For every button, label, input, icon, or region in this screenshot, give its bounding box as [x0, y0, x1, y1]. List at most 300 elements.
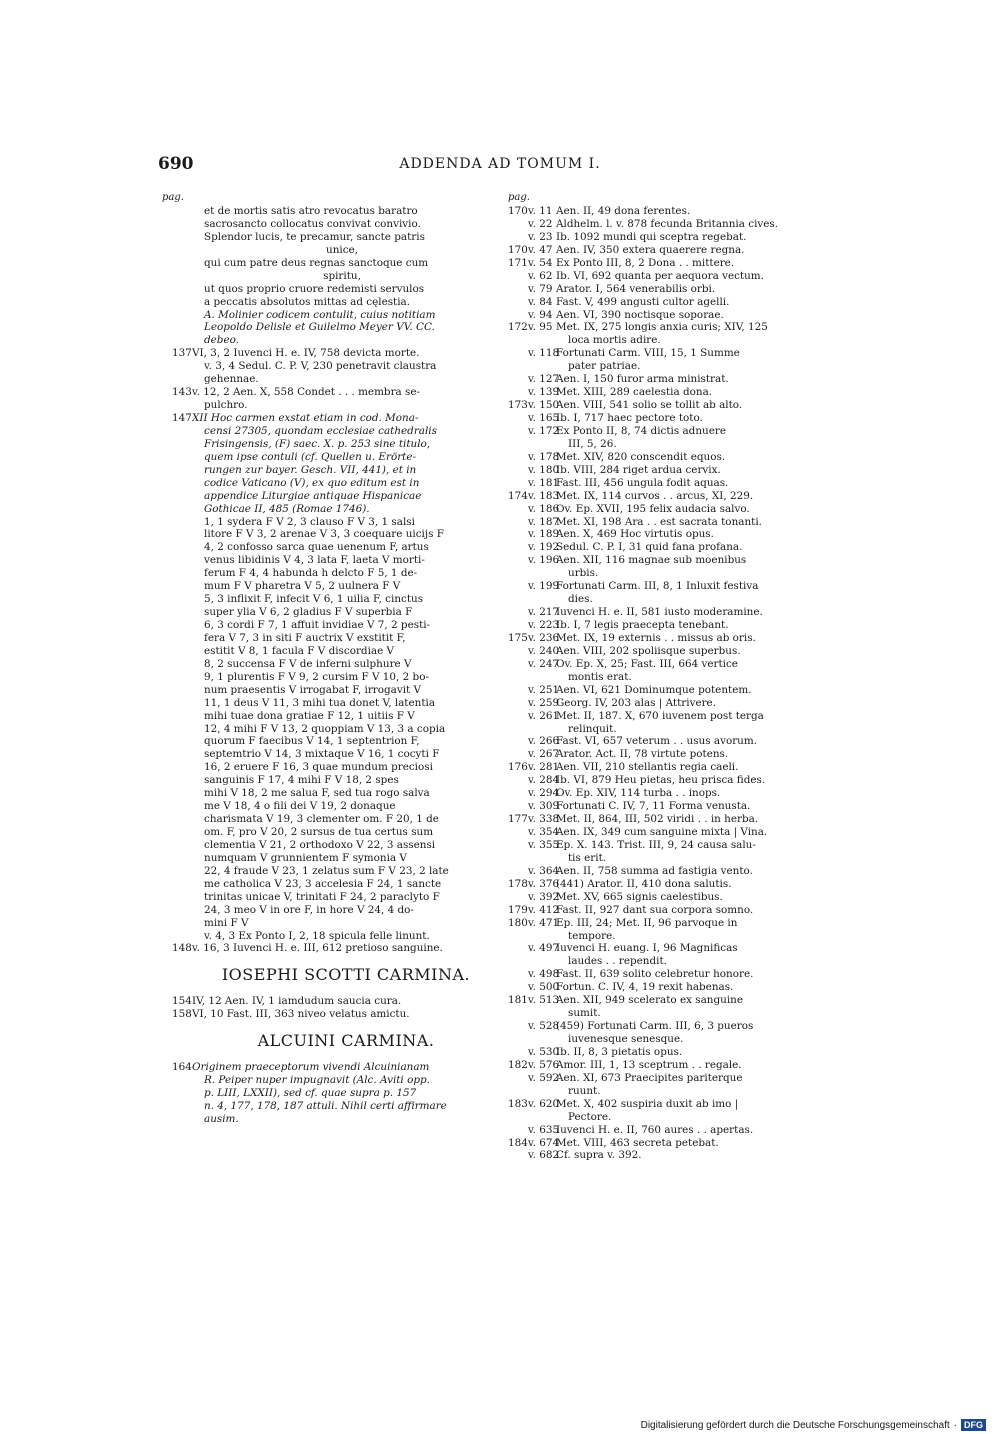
page-ref — [172, 865, 192, 878]
verse-ref — [528, 671, 556, 684]
verse-ref: v. 355 — [528, 838, 560, 851]
line-text: Ib. 1092 mundi qui sceptra regebat. — [556, 230, 747, 243]
page-ref — [508, 554, 528, 567]
line-text: Pectore. — [568, 1110, 612, 1123]
text-line — [172, 425, 492, 438]
page-ref — [508, 606, 528, 619]
text-line — [508, 218, 834, 231]
verse-ref: v. 530 — [528, 1045, 560, 1058]
text-line — [172, 632, 492, 645]
text-line — [172, 464, 492, 477]
text-line — [508, 464, 834, 477]
page-ref — [508, 386, 528, 399]
line-text: sacrosancto collocatus convivat convivio. — [204, 217, 421, 230]
verse-ref: v. 189 — [528, 528, 560, 541]
page-ref — [508, 671, 528, 684]
page-ref — [508, 1149, 528, 1162]
verse-ref: v. 236 — [528, 631, 560, 644]
text-line — [172, 373, 492, 386]
line-text: 12, 4 mihi F V 13, 2 quoppiam V 13, 3 a copia — [204, 722, 446, 735]
verse-ref: v. 150 — [528, 399, 560, 412]
separator-dot: · — [953, 1419, 957, 1431]
line-text: mum F V pharetra V 5, 2 uulnera F V — [204, 580, 401, 593]
line-text: rungen zur bayer. Gesch. VII, 441), et in — [204, 463, 417, 476]
page-ref — [508, 658, 528, 671]
page-ref — [172, 839, 192, 852]
text-line — [508, 981, 834, 994]
line-text: Ep. X. 143. Trist. III, 9, 24 causa salu- — [556, 838, 756, 851]
text-line — [172, 477, 492, 490]
line-text: (459) Fortunati Carm. III, 6, 3 pueros — [556, 1020, 754, 1033]
page-ref — [508, 503, 528, 516]
page-ref — [508, 865, 528, 878]
text-line — [508, 942, 834, 955]
text-line — [172, 942, 492, 955]
text-line — [172, 309, 492, 322]
text-line — [508, 425, 834, 438]
verse-ref: v. 376 — [528, 877, 560, 890]
line-text: Aen. XII, 116 magnae sub moenibus — [556, 554, 747, 567]
line-text: Aen. VIII, 541 solio se tollit ab alto. — [556, 399, 743, 412]
text-line — [172, 490, 492, 503]
text-line — [172, 503, 492, 516]
line-text: appendice Liturgiae antiquae Hispanicae — [204, 489, 422, 502]
line-text: super ylia V 6, 2 gladius F V superbia F — [204, 606, 413, 619]
text-line — [508, 606, 834, 619]
page-ref — [172, 723, 192, 736]
page-ref — [508, 981, 528, 994]
line-text: III, 5, 26. — [568, 437, 617, 450]
line-text: Ib. II, 8, 3 pietatis opus. — [556, 1045, 683, 1058]
line-text: pulchro. — [204, 399, 248, 412]
verse-ref — [528, 567, 556, 580]
line-text: trinitas unicae V, trinitati F 24, 2 paraclyto F — [204, 890, 440, 903]
line-text: tis erit. — [568, 851, 607, 864]
text-line — [508, 412, 834, 425]
verse-ref: v. 497 — [528, 942, 560, 955]
page-ref — [172, 735, 192, 748]
text-line — [172, 1074, 492, 1087]
line-text: laudes . . rependit. — [568, 955, 667, 968]
line-text: a peccatis absolutos mittas ad cęlestia. — [204, 295, 411, 308]
page-ref — [172, 645, 192, 658]
page-ref — [172, 1100, 192, 1113]
text-line — [172, 1100, 492, 1113]
verse-ref: v. 247 — [528, 657, 560, 670]
text-line — [172, 541, 492, 554]
page-ref — [172, 697, 192, 710]
section-title-iosephi-scotti: IOSEPHI SCOTTI CARMINA. — [221, 964, 471, 984]
line-text: clementia V 21, 2 orthodoxo V 22, 3 assensi — [204, 838, 436, 851]
text-line — [172, 930, 492, 943]
verse-ref: v. 95 — [528, 321, 553, 334]
page-ref — [172, 904, 192, 917]
page-ref: 171 — [508, 256, 528, 269]
line-text: venus libidinis V 4, 3 lata F, laeta V morti- — [204, 554, 425, 567]
text-line — [508, 205, 834, 218]
text-line — [508, 438, 834, 451]
page-ref — [172, 283, 192, 296]
page-ref — [508, 283, 528, 296]
left-pag-label: pag. — [162, 192, 184, 203]
line-text: qui cum patre deus regnas sanctoque cum — [204, 256, 429, 269]
section-iosephi-scotti-lines — [172, 995, 492, 1021]
text-line — [508, 373, 834, 386]
page-ref — [508, 619, 528, 632]
line-text: Iuvenci H. e. II, 581 iusto moderamine. — [556, 606, 763, 619]
text-line — [508, 1072, 834, 1085]
page-ref — [508, 800, 528, 813]
line-text: litore F V 3, 2 arenae V 3, 3 coequare uicijs F — [204, 528, 444, 541]
text-line — [508, 334, 834, 347]
line-text: n. 4, 177, 178, 187 attuli. Nihil certi affirmare — [204, 1100, 447, 1113]
text-line — [172, 580, 492, 593]
left-column — [172, 205, 492, 1126]
text-line — [172, 697, 492, 710]
line-text: tempore. — [568, 929, 616, 942]
page-ref — [508, 1085, 528, 1098]
line-text: 22, 4 fraude V 23, 1 zelatus sum F V 23, 2 late — [204, 864, 449, 877]
text-line — [172, 891, 492, 904]
text-line — [508, 1124, 834, 1137]
page-ref — [508, 826, 528, 839]
page-ref: 154 — [172, 995, 192, 1008]
line-text: Ib. I, 717 haec pectore toto. — [556, 412, 703, 424]
text-line — [172, 878, 492, 891]
running-head: ADDENDA AD TOMUM I. — [399, 156, 601, 172]
page-ref — [172, 296, 192, 309]
page-ref: 143 — [172, 386, 192, 399]
line-text: v. 16, 3 Iuvenci H. e. III, 612 pretioso sanguine. — [192, 942, 443, 955]
line-text: debeo. — [204, 334, 239, 347]
verse-ref — [528, 852, 556, 865]
line-text: Ex Ponto III, 8, 2 Dona . . mittere. — [556, 256, 735, 269]
page-ref — [172, 231, 192, 244]
verse-ref: v. 354 — [528, 826, 560, 838]
line-text: loca mortis adire. — [568, 334, 661, 347]
verse-ref: v. 139 — [528, 386, 560, 399]
page-ref: 137 — [172, 347, 192, 360]
verse-ref: v. 284 — [528, 774, 560, 787]
page-ref — [508, 968, 528, 981]
page-ref — [508, 516, 528, 529]
line-text: ferum F 4, 4 habunda h delcto F 5, 1 de- — [204, 567, 418, 580]
verse-ref: v. 22 — [528, 217, 553, 230]
verse-ref: v. 259 — [528, 696, 560, 709]
page-ref — [172, 528, 192, 541]
verse-ref: v. 84 — [528, 295, 553, 308]
line-text: Gothicae II, 485 (Romae 1746). — [204, 502, 370, 515]
text-line — [172, 839, 492, 852]
text-line — [508, 1098, 834, 1111]
text-line — [508, 360, 834, 373]
page-number: 690 — [158, 154, 194, 174]
verse-ref: v. 592 — [528, 1071, 560, 1084]
line-text: montis erat. — [568, 670, 632, 683]
verse-ref: v. 186 — [528, 502, 560, 515]
line-text: Iuvenci H. e. II, 760 aures . . apertas. — [556, 1123, 754, 1136]
line-text: 1, 1 sydera F V 2, 3 clauso F V 3, 1 salsi — [204, 515, 415, 528]
verse-ref — [528, 1007, 556, 1020]
verse-ref: v. 471 — [528, 916, 560, 929]
text-line — [172, 334, 492, 347]
verse-ref — [528, 1085, 556, 1098]
line-text: 4, 2 confosso sarca quae uenenum F, artus — [204, 541, 429, 554]
right-pag-label: pag. — [508, 192, 530, 203]
page-ref — [508, 438, 528, 451]
page-ref — [172, 658, 192, 671]
verse-ref: v. 118 — [528, 347, 560, 360]
page-ref — [508, 787, 528, 800]
line-text: Aen. XI, 673 Praecipites pariterque — [556, 1071, 743, 1084]
line-text: me catholica V 23, 3 accelesia F 24, 1 sancte — [204, 877, 442, 890]
line-text: septemtrio V 14, 3 mixtaque V 16, 1 cocyti F — [204, 748, 440, 761]
text-line — [508, 503, 834, 516]
line-text: Aen. VI, 621 Dominumque potentem. — [556, 683, 752, 696]
verse-ref: v. 261 — [528, 709, 560, 722]
page-ref — [508, 580, 528, 593]
line-text: Splendor lucis, te precamur, sancte patris — [204, 230, 425, 243]
text-line — [508, 231, 834, 244]
page-ref — [172, 606, 192, 619]
page-ref — [508, 1072, 528, 1085]
text-line — [508, 813, 834, 826]
page-ref — [172, 1113, 192, 1126]
text-line — [172, 800, 492, 813]
verse-ref — [528, 723, 556, 736]
verse-ref: v. 127 — [528, 373, 560, 386]
line-text: quorum F faecibus V 14, 1 septentrion F, — [204, 735, 420, 748]
page-ref — [508, 942, 528, 955]
footer-text: Digitalisierung gefördert durch die Deutsche Forschungsgemeinschaft — [640, 1419, 950, 1431]
line-text: v. 4, 3 Ex Ponto I, 2, 18 spicula felle linunt. — [204, 929, 430, 942]
text-line — [508, 516, 834, 529]
text-line — [172, 619, 492, 632]
page-ref: 173 — [508, 399, 528, 412]
verse-ref: v. 635 — [528, 1123, 560, 1136]
page-ref — [508, 464, 528, 477]
line-text: Aen. IX, 349 cum sanguine mixta | Vina. — [556, 826, 768, 838]
text-line — [508, 671, 834, 684]
text-line — [508, 528, 834, 541]
verse-ref: v. 23 — [528, 230, 553, 243]
page-ref — [172, 503, 192, 516]
line-text: relinquit. — [568, 722, 617, 735]
line-text: pater patriae. — [568, 360, 641, 373]
page-ref — [508, 930, 528, 943]
verse-ref: v. 183 — [528, 489, 560, 502]
text-line — [172, 1113, 492, 1126]
page-ref — [172, 399, 192, 412]
page-ref — [508, 852, 528, 865]
line-text: XII Hoc carmen exstat etiam in cod. Mona- — [192, 412, 419, 424]
page-ref — [172, 930, 192, 943]
text-line — [508, 347, 834, 360]
verse-ref: v. 528 — [528, 1020, 560, 1033]
line-text: Arator. I, 564 venerabilis orbi. — [556, 282, 716, 295]
line-text: Ep. III, 24; Met. II, 96 parvoque in — [556, 916, 738, 929]
verse-ref — [528, 1111, 556, 1124]
text-line — [508, 567, 834, 580]
page-ref: 184 — [508, 1136, 528, 1149]
text-line — [508, 541, 834, 554]
line-text: Leopoldo Delisle et Guilelmo Meyer VV. CC. — [204, 321, 435, 334]
verse-ref: v. 251 — [528, 683, 560, 696]
text-line — [508, 580, 834, 593]
verse-ref: v. 223 — [528, 619, 560, 631]
verse-ref: v. 79 — [528, 282, 553, 295]
page-ref: 183 — [508, 1097, 528, 1110]
text-line — [508, 1046, 834, 1059]
verse-ref: v. 309 — [528, 800, 560, 813]
page-ref — [508, 684, 528, 697]
verse-ref: v. 181 — [528, 476, 560, 489]
page-ref — [172, 852, 192, 865]
page-ref — [508, 1111, 528, 1124]
text-line — [508, 891, 834, 904]
text-line — [172, 399, 492, 412]
line-text: 16, 2 eruere F 16, 3 quae mundum preciosi — [204, 761, 433, 774]
page-ref — [508, 839, 528, 852]
text-line — [172, 516, 492, 529]
page-ref — [172, 1074, 192, 1087]
text-line — [508, 593, 834, 606]
page-ref — [508, 347, 528, 360]
page-ref — [508, 1007, 528, 1020]
text-line — [172, 904, 492, 917]
verse-ref: v. 178 — [528, 450, 560, 463]
page-ref — [172, 360, 192, 373]
text-line — [172, 1061, 492, 1074]
page-ref: 178 — [508, 877, 528, 890]
text-line — [172, 321, 492, 334]
page-ref — [172, 671, 192, 684]
line-text: Fortunati Carm. VIII, 15, 1 Summe — [556, 347, 740, 360]
page-ref — [508, 270, 528, 283]
page-ref — [508, 735, 528, 748]
text-line — [508, 490, 834, 503]
verse-ref: v. 62 — [528, 269, 553, 282]
line-text: VI, 10 Fast. III, 363 niveo velatus amictu. — [192, 1008, 410, 1021]
text-line — [508, 826, 834, 839]
text-line — [508, 451, 834, 464]
page-ref — [172, 619, 192, 632]
line-text: Fortunati C. IV, 7, 11 Forma venusta. — [556, 800, 751, 813]
line-text: codice Vaticano (V), ex quo editum est in — [204, 476, 420, 489]
line-text: Fast. II, 639 solito celebretur honore. — [556, 968, 754, 981]
line-text: Met. XIII, 289 caelestia dona. — [556, 386, 713, 399]
line-text: VI, 3, 2 Iuvenci H. e. IV, 758 devicta morte. — [192, 347, 420, 360]
line-text: Aldhelm. l. v. 878 fecunda Britannia cives. — [556, 217, 779, 230]
text-line — [508, 735, 834, 748]
page-ref — [172, 490, 192, 503]
text-line — [172, 1087, 492, 1100]
page-ref: 175 — [508, 631, 528, 644]
text-line — [172, 761, 492, 774]
line-text: sumit. — [568, 1007, 601, 1020]
line-text: iuvenesque senesque. — [568, 1033, 684, 1045]
page-ref — [172, 684, 192, 697]
line-text: ausim. — [204, 1113, 239, 1125]
line-text: Fortun. C. IV, 4, 19 rexit habenas. — [556, 981, 734, 994]
page-ref — [508, 309, 528, 322]
page-ref — [172, 748, 192, 761]
verse-ref: v. 412 — [528, 903, 560, 916]
line-text: Ov. Ep. XVII, 195 felix audacia salvo. — [556, 502, 750, 515]
text-line — [508, 904, 834, 917]
line-text: quem ipse contuli (cf. Quellen u. Erörte- — [204, 450, 417, 463]
page-ref — [508, 645, 528, 658]
page-ref — [508, 723, 528, 736]
page-ref: 147 — [172, 412, 192, 424]
verse-ref: v. 513 — [528, 994, 560, 1007]
verse-ref: v. 338 — [528, 813, 560, 826]
line-text: Aen. XII, 949 scelerato ex sanguine — [556, 994, 744, 1007]
text-line — [508, 930, 834, 943]
line-text: Cf. supra v. 392. — [556, 1149, 642, 1162]
text-line — [508, 1137, 834, 1150]
verse-ref: v. 187 — [528, 515, 560, 528]
page-ref: 181 — [508, 994, 528, 1007]
page-ref — [172, 451, 192, 464]
page-ref: 180 — [508, 916, 528, 929]
line-text: IV, 12 Aen. IV, 1 iamdudum saucia cura. — [192, 995, 402, 1008]
line-text: Aen. I, 150 furor arma ministrat. — [556, 373, 729, 386]
page-ref: 177 — [508, 813, 528, 826]
line-text: Ib. VI, 692 quanta per aequora vectum. — [556, 269, 764, 282]
line-text: p. LIII, LXXII), sed cf. quae supra p. 157 — [204, 1087, 417, 1100]
verse-ref: v. 217 — [528, 606, 560, 619]
page-ref — [508, 425, 528, 438]
verse-ref: v. 54 — [528, 256, 553, 269]
text-line — [172, 865, 492, 878]
page-ref — [508, 528, 528, 541]
text-line — [172, 257, 492, 270]
line-text: Met. IX, 275 longis anxia curis; XIV, 125 — [556, 321, 768, 334]
line-text: v. 3, 4 Sedul. C. P. V, 230 penetravit claustra — [204, 360, 437, 373]
page-ref — [172, 554, 192, 567]
text-line — [508, 852, 834, 865]
text-line — [508, 684, 834, 697]
page-ref — [172, 826, 192, 839]
text-line — [172, 244, 492, 257]
verse-ref: v. 674 — [528, 1136, 560, 1149]
text-line — [508, 994, 834, 1007]
page-ref — [172, 205, 192, 218]
line-text: unice, — [326, 243, 358, 256]
line-text: Met. VIII, 463 secreta petebat. — [556, 1136, 719, 1149]
text-line — [508, 697, 834, 710]
page-ref — [508, 412, 528, 425]
page-ref — [508, 593, 528, 606]
page-ref — [508, 567, 528, 580]
line-text: Iuvenci H. euang. I, 96 Magnificas — [556, 942, 738, 955]
line-text: Ib. VI, 879 Heu pietas, heu prisca fides. — [556, 774, 766, 787]
line-text: Aen. VII, 210 stellantis regia caeli. — [556, 761, 739, 774]
left-lines — [172, 205, 492, 955]
line-text: Amor. III, 1, 13 sceptrum . . regale. — [556, 1058, 742, 1071]
verse-ref: v. 240 — [528, 644, 560, 657]
line-text: Ib. VIII, 284 riget ardua cervix. — [556, 463, 721, 476]
text-line — [172, 826, 492, 839]
text-line — [172, 606, 492, 619]
line-text: Ex Ponto II, 8, 74 dictis adnuere — [556, 424, 726, 437]
text-line — [172, 645, 492, 658]
verse-ref: v. 498 — [528, 968, 560, 981]
line-text: Met. XI, 198 Ara . . est sacrata tonanti. — [556, 515, 762, 528]
text-line — [172, 658, 492, 671]
text-line — [508, 296, 834, 309]
